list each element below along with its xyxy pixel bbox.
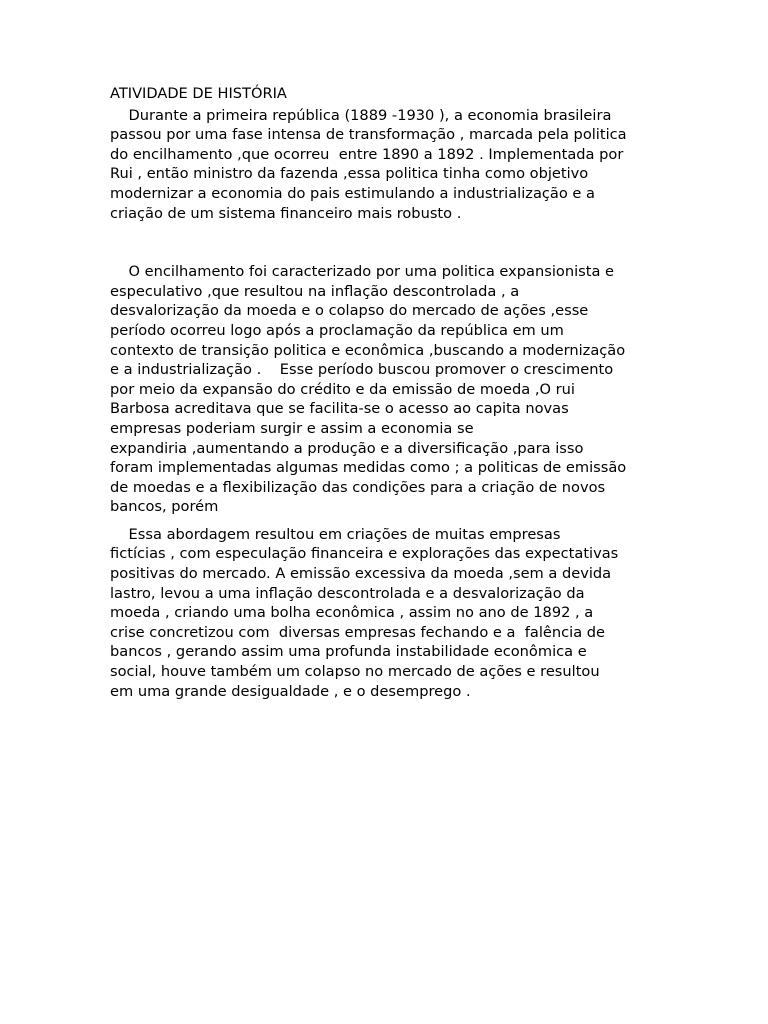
text-line: positivas do mercado. A emissão excessiva da moeda ,sem a devida [110,565,612,583]
text-line: social, houve também um colapso no mercado de ações e resultou [110,663,600,681]
text-line: bancos , gerando assim uma profunda instabilidade econômica e [110,643,587,661]
paragraph-2 [110,262,670,517]
text-line: especulativo ,que resultou na inflação descontrolada , a [110,282,520,300]
text-line: por meio da expansão do crédito e da emissão de moeda ,O rui [110,380,575,398]
text-line: modernizar a economia do pais estimulando a industrialização e a [110,184,595,202]
text-line: de moedas e a flexibilização das condições para a criação de novos [110,478,606,496]
text-line: em uma grande desigualdade , e o desemprego . [110,682,471,700]
text-line: passou por uma fase intensa de transformação , marcada pela politica [110,126,627,144]
text-line: Rui , então ministro da fazenda ,essa politica tinha como objetivo [110,165,589,183]
text-line: lastro, levou a uma inflação descontrolada e a desvalorização da [110,584,585,602]
text-line: do encilhamento ,que ocorreu entre 1890 a 1892 . Implementada por [110,145,624,163]
text-line: foram implementadas algumas medidas como ; a politicas de emissão [110,459,627,477]
text-line: criação de um sistema financeiro mais robusto . [110,204,462,222]
text-line: O encilhamento foi caracterizado por uma politica expansionista e [110,263,615,281]
text-line: contexto de transição politica e econômica ,buscando a modernização [110,341,626,359]
document-title: ATIVIDADE DE HISTÓRIA [110,85,287,102]
text-line: desvalorização da moeda e o colapso do mercado de ações ,esse [110,302,589,320]
paragraph-1 [110,106,670,224]
text-line: Essa abordagem resultou em criações de muitas empresas [110,525,561,543]
text-line: Barbosa acreditava que se facilita-se o acesso ao capita novas [110,400,569,418]
text-line: empresas poderiam surgir e assim a economia se [110,419,474,437]
text-line: fictícias , com especulação financeira e explorações das expectativas [110,545,619,563]
text-line: crise concretizou com diversas empresas fechando e a falência de [110,623,606,641]
text-line: período ocorreu logo após a proclamação da república em um [110,321,564,339]
text-line: moeda , criando uma bolha econômica , assim no ano de 1892 , a [110,604,594,622]
text-line: Durante a primeira república (1889 -1930 ), a economia brasileira [110,106,612,124]
document-body [110,84,670,701]
text-line: expandiria ,aumentando a produção e a diversificação ,para isso [110,439,584,457]
text-line: bancos, porém [110,498,219,516]
paragraph-3 [110,525,670,701]
text-line: e a industrialização . Esse período buscou promover o crescimento [110,361,614,379]
